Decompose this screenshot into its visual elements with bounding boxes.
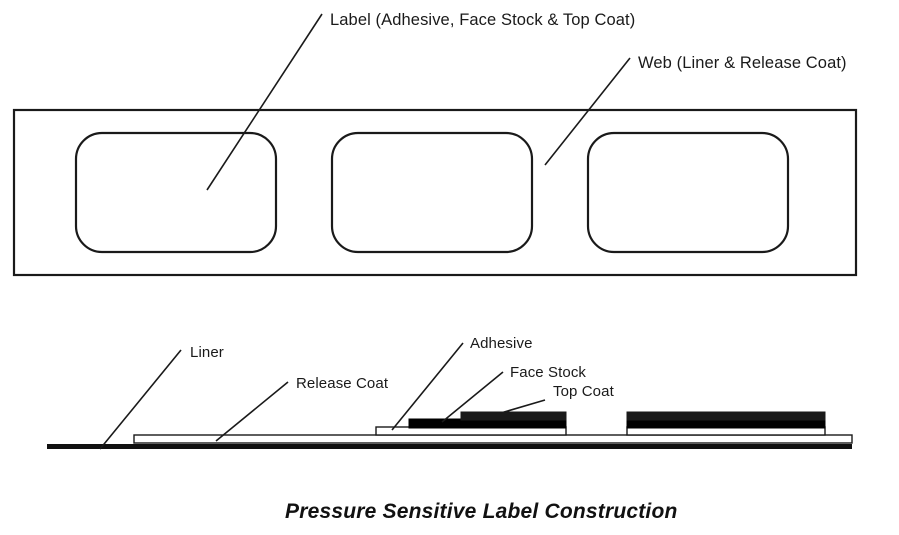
adhesive-callout-leader bbox=[392, 343, 463, 430]
diagram-caption: Pressure Sensitive Label Construction bbox=[285, 500, 678, 523]
top-coat-layer-1 bbox=[461, 412, 566, 420]
liner-callout-leader bbox=[100, 350, 181, 449]
label-shape-1 bbox=[76, 133, 276, 252]
label-shape-2 bbox=[332, 133, 532, 252]
top-coat-callout-text: Top Coat bbox=[553, 383, 614, 400]
cross-section-group bbox=[47, 412, 852, 449]
release-coat-layer bbox=[134, 435, 852, 443]
liner-layer bbox=[47, 444, 852, 449]
label-callout-text: Label (Adhesive, Face Stock & Top Coat) bbox=[330, 11, 636, 29]
release-coat-callout-leader bbox=[216, 382, 288, 441]
face-stock-callout-text: Face Stock bbox=[510, 364, 587, 381]
web-callout-text: Web (Liner & Release Coat) bbox=[638, 54, 847, 72]
liner-callout-text: Liner bbox=[190, 344, 224, 361]
adhesive-callout-text: Adhesive bbox=[470, 335, 533, 352]
release-coat-callout-text: Release Coat bbox=[296, 375, 389, 392]
label-shape-3 bbox=[588, 133, 788, 252]
label-shapes-group bbox=[76, 133, 788, 252]
top-coat-layer-2 bbox=[627, 412, 825, 420]
